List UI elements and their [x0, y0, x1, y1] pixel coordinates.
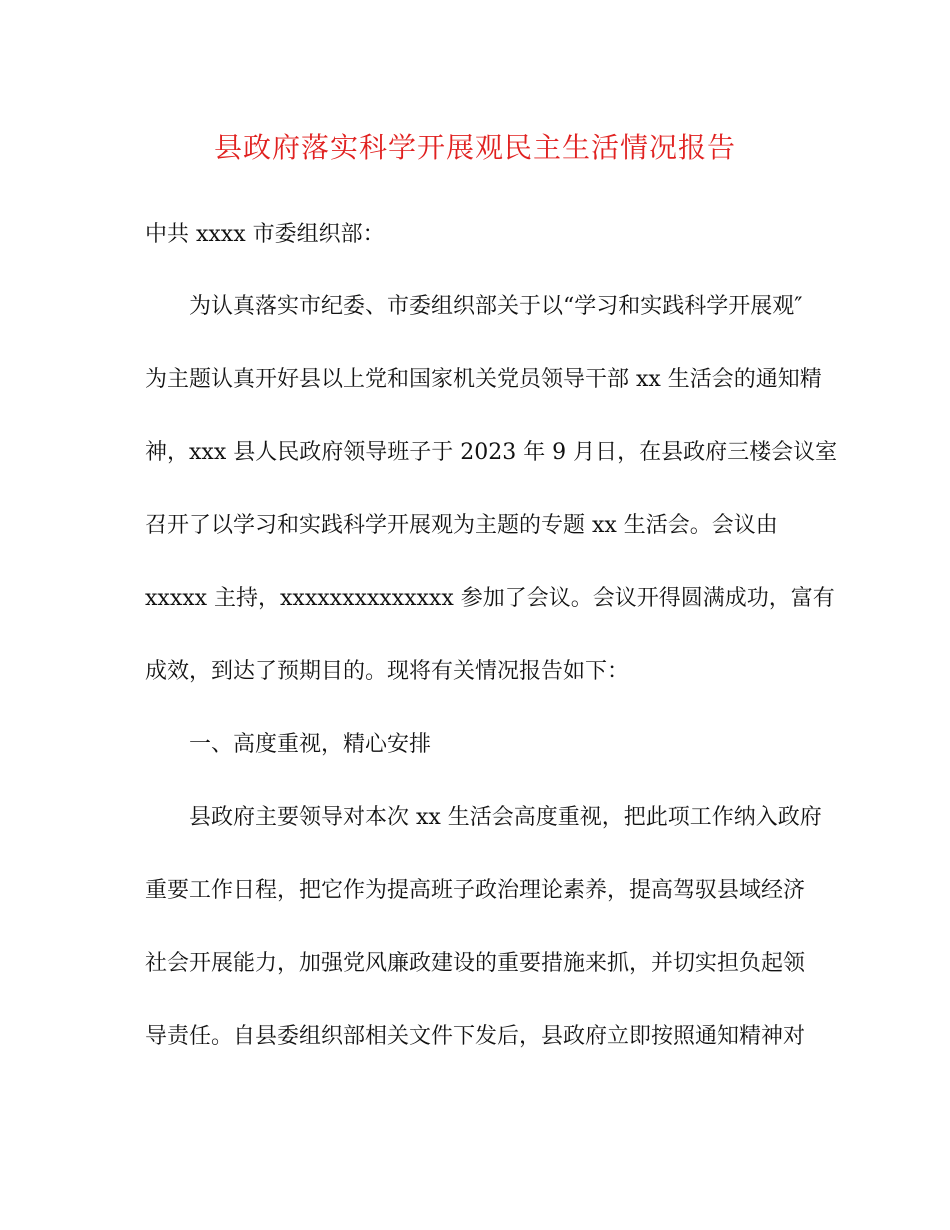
section-heading: 一、高度重视，精心安排: [189, 732, 432, 757]
paragraph-line: 神，xxx 县人民政府领导班子于 2023 年 9 月日，在县政府三楼会议室: [145, 440, 838, 465]
paragraph-line: 为认真落实市纪委、市委组织部关于以“学习和实践科学开展观″: [189, 294, 803, 319]
salutation: 中共 xxxx 市委组织部：: [145, 222, 385, 247]
paragraph-line: 社会开展能力，加强党风廉政建设的重要措施来抓，并切实担负起领: [145, 951, 806, 976]
document-title: 县政府落实科学开展观民主生活情况报告: [213, 131, 736, 164]
paragraph-line: 重要工作日程，把它作为提高班子政治理论素养，提高驾驭县域经济: [145, 878, 806, 903]
paragraph-line: 为主题认真开好县以上党和国家机关党员领导干部 xx 生活会的通知精: [145, 367, 822, 392]
paragraph-line: 召开了以学习和实践科学开展观为主题的专题 xx 生活会。会议由: [145, 513, 778, 538]
paragraph-line: xxxxx 主持，xxxxxxxxxxxxxx 参加了会议。会议开得圆满成功，富有: [145, 586, 835, 611]
paragraph-line: 导责任。自县委组织部相关文件下发后，县政府立即按照通知精神对: [145, 1024, 806, 1049]
paragraph-line: 县政府主要领导对本次 xx 生活会高度重视，把此项工作纳入政府: [189, 805, 822, 830]
paragraph-line: 成效，到达了预期目的。现将有关情况报告如下：: [145, 659, 630, 684]
